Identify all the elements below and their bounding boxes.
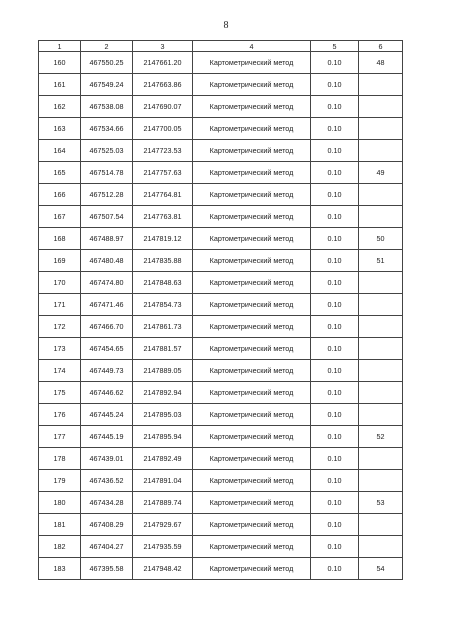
cell-y-coordinate: 2147861.73 [133, 316, 193, 338]
cell-y-coordinate: 2147935.59 [133, 536, 193, 558]
cell-method: Картометрический метод [193, 404, 311, 426]
cell-point-number: 163 [39, 118, 81, 140]
cell-accuracy: 0.10 [311, 470, 359, 492]
cell-accuracy: 0.10 [311, 140, 359, 162]
cell-x-coordinate: 467507.54 [81, 206, 133, 228]
cell-reference [359, 184, 403, 206]
column-header-accuracy: 5 [311, 41, 359, 52]
cell-reference: 50 [359, 228, 403, 250]
cell-method: Картометрический метод [193, 118, 311, 140]
cell-accuracy: 0.10 [311, 558, 359, 580]
cell-accuracy: 0.10 [311, 294, 359, 316]
column-header-point-number: 1 [39, 41, 81, 52]
cell-x-coordinate: 467439.01 [81, 448, 133, 470]
cell-point-number: 171 [39, 294, 81, 316]
cell-point-number: 179 [39, 470, 81, 492]
table-row [39, 96, 403, 118]
cell-accuracy: 0.10 [311, 338, 359, 360]
cell-y-coordinate: 2147819.12 [133, 228, 193, 250]
table-row [39, 514, 403, 536]
cell-point-number: 178 [39, 448, 81, 470]
cell-accuracy: 0.10 [311, 426, 359, 448]
cell-accuracy: 0.10 [311, 404, 359, 426]
cell-reference [359, 206, 403, 228]
cell-y-coordinate: 2147929.67 [133, 514, 193, 536]
cell-x-coordinate: 467474.80 [81, 272, 133, 294]
cell-x-coordinate: 467445.19 [81, 426, 133, 448]
cell-accuracy: 0.10 [311, 382, 359, 404]
coordinates-table [38, 40, 403, 580]
cell-method: Картометрический метод [193, 52, 311, 74]
table-row [39, 294, 403, 316]
cell-x-coordinate: 467471.46 [81, 294, 133, 316]
cell-point-number: 176 [39, 404, 81, 426]
cell-y-coordinate: 2147690.07 [133, 96, 193, 118]
cell-point-number: 170 [39, 272, 81, 294]
cell-accuracy: 0.10 [311, 162, 359, 184]
cell-x-coordinate: 467534.66 [81, 118, 133, 140]
cell-point-number: 173 [39, 338, 81, 360]
cell-x-coordinate: 467512.28 [81, 184, 133, 206]
table-row [39, 316, 403, 338]
cell-y-coordinate: 2147661.20 [133, 52, 193, 74]
cell-point-number: 161 [39, 74, 81, 96]
cell-accuracy: 0.10 [311, 118, 359, 140]
column-header-method: 4 [193, 41, 311, 52]
cell-y-coordinate: 2147854.73 [133, 294, 193, 316]
cell-x-coordinate: 467395.58 [81, 558, 133, 580]
cell-point-number: 162 [39, 96, 81, 118]
cell-x-coordinate: 467488.97 [81, 228, 133, 250]
cell-reference [359, 140, 403, 162]
cell-accuracy: 0.10 [311, 448, 359, 470]
cell-method: Картометрический метод [193, 470, 311, 492]
cell-method: Картометрический метод [193, 206, 311, 228]
page-number: 8 [223, 20, 229, 31]
cell-accuracy: 0.10 [311, 360, 359, 382]
cell-accuracy: 0.10 [311, 316, 359, 338]
table-row [39, 404, 403, 426]
column-header-y: 3 [133, 41, 193, 52]
cell-reference [359, 294, 403, 316]
table-row [39, 492, 403, 514]
cell-reference: 49 [359, 162, 403, 184]
cell-reference [359, 514, 403, 536]
cell-reference [359, 316, 403, 338]
cell-x-coordinate: 467525.03 [81, 140, 133, 162]
table-row [39, 206, 403, 228]
table-row [39, 250, 403, 272]
cell-y-coordinate: 2147895.94 [133, 426, 193, 448]
cell-x-coordinate: 467408.29 [81, 514, 133, 536]
cell-point-number: 169 [39, 250, 81, 272]
cell-x-coordinate: 467404.27 [81, 536, 133, 558]
cell-accuracy: 0.10 [311, 272, 359, 294]
cell-reference [359, 536, 403, 558]
table-row [39, 74, 403, 96]
table-row [39, 470, 403, 492]
cell-y-coordinate: 2147891.04 [133, 470, 193, 492]
table-row [39, 360, 403, 382]
cell-reference [359, 96, 403, 118]
cell-x-coordinate: 467454.65 [81, 338, 133, 360]
cell-x-coordinate: 467445.24 [81, 404, 133, 426]
cell-reference: 52 [359, 426, 403, 448]
cell-y-coordinate: 2147764.81 [133, 184, 193, 206]
cell-point-number: 172 [39, 316, 81, 338]
cell-point-number: 177 [39, 426, 81, 448]
cell-method: Картометрический метод [193, 316, 311, 338]
cell-point-number: 164 [39, 140, 81, 162]
cell-x-coordinate: 467550.25 [81, 52, 133, 74]
cell-method: Картометрический метод [193, 140, 311, 162]
cell-method: Картометрический метод [193, 382, 311, 404]
cell-accuracy: 0.10 [311, 206, 359, 228]
cell-method: Картометрический метод [193, 74, 311, 96]
cell-y-coordinate: 2147895.03 [133, 404, 193, 426]
cell-method: Картометрический метод [193, 448, 311, 470]
cell-reference [359, 338, 403, 360]
cell-point-number: 168 [39, 228, 81, 250]
cell-point-number: 181 [39, 514, 81, 536]
cell-point-number: 166 [39, 184, 81, 206]
table-row [39, 558, 403, 580]
cell-reference [359, 448, 403, 470]
cell-x-coordinate: 467466.70 [81, 316, 133, 338]
cell-method: Картометрический метод [193, 492, 311, 514]
header-row [39, 41, 403, 52]
table-row [39, 118, 403, 140]
cell-method: Картометрический метод [193, 558, 311, 580]
cell-y-coordinate: 2147763.81 [133, 206, 193, 228]
cell-y-coordinate: 2147835.88 [133, 250, 193, 272]
table-body [39, 52, 403, 580]
cell-reference: 54 [359, 558, 403, 580]
cell-method: Картометрический метод [193, 250, 311, 272]
table-row [39, 140, 403, 162]
cell-y-coordinate: 2147948.42 [133, 558, 193, 580]
cell-x-coordinate: 467434.28 [81, 492, 133, 514]
cell-y-coordinate: 2147889.74 [133, 492, 193, 514]
cell-reference [359, 470, 403, 492]
cell-x-coordinate: 467480.48 [81, 250, 133, 272]
cell-y-coordinate: 2147892.94 [133, 382, 193, 404]
cell-point-number: 167 [39, 206, 81, 228]
table-row [39, 382, 403, 404]
cell-method: Картометрический метод [193, 96, 311, 118]
cell-reference [359, 272, 403, 294]
cell-accuracy: 0.10 [311, 184, 359, 206]
cell-method: Картометрический метод [193, 536, 311, 558]
cell-point-number: 180 [39, 492, 81, 514]
cell-point-number: 160 [39, 52, 81, 74]
table-row [39, 338, 403, 360]
cell-method: Картометрический метод [193, 272, 311, 294]
cell-method: Картометрический метод [193, 338, 311, 360]
cell-y-coordinate: 2147723.53 [133, 140, 193, 162]
cell-reference: 48 [359, 52, 403, 74]
cell-x-coordinate: 467538.08 [81, 96, 133, 118]
table-row [39, 536, 403, 558]
column-header-x: 2 [81, 41, 133, 52]
table-row [39, 184, 403, 206]
cell-y-coordinate: 2147892.49 [133, 448, 193, 470]
table-row [39, 272, 403, 294]
cell-method: Картометрический метод [193, 162, 311, 184]
cell-y-coordinate: 2147881.57 [133, 338, 193, 360]
column-header-reference: 6 [359, 41, 403, 52]
cell-method: Картометрический метод [193, 228, 311, 250]
cell-reference [359, 404, 403, 426]
cell-y-coordinate: 2147757.63 [133, 162, 193, 184]
cell-y-coordinate: 2147848.63 [133, 272, 193, 294]
cell-accuracy: 0.10 [311, 250, 359, 272]
cell-accuracy: 0.10 [311, 228, 359, 250]
cell-accuracy: 0.10 [311, 52, 359, 74]
table-row [39, 52, 403, 74]
cell-x-coordinate: 467436.52 [81, 470, 133, 492]
cell-point-number: 174 [39, 360, 81, 382]
cell-method: Картометрический метод [193, 184, 311, 206]
table-row [39, 162, 403, 184]
cell-point-number: 165 [39, 162, 81, 184]
table-header [39, 41, 403, 52]
table-row [39, 448, 403, 470]
cell-accuracy: 0.10 [311, 96, 359, 118]
cell-method: Картометрический метод [193, 360, 311, 382]
cell-method: Картометрический метод [193, 514, 311, 536]
cell-x-coordinate: 467549.24 [81, 74, 133, 96]
cell-point-number: 183 [39, 558, 81, 580]
cell-reference: 53 [359, 492, 403, 514]
cell-accuracy: 0.10 [311, 536, 359, 558]
cell-method: Картометрический метод [193, 294, 311, 316]
cell-accuracy: 0.10 [311, 74, 359, 96]
cell-y-coordinate: 2147700.05 [133, 118, 193, 140]
cell-reference [359, 118, 403, 140]
cell-point-number: 182 [39, 536, 81, 558]
cell-method: Картометрический метод [193, 426, 311, 448]
table-row [39, 426, 403, 448]
cell-reference [359, 382, 403, 404]
cell-accuracy: 0.10 [311, 492, 359, 514]
table-row [39, 228, 403, 250]
cell-x-coordinate: 467449.73 [81, 360, 133, 382]
cell-reference [359, 360, 403, 382]
cell-point-number: 175 [39, 382, 81, 404]
cell-x-coordinate: 467446.62 [81, 382, 133, 404]
cell-reference: 51 [359, 250, 403, 272]
cell-x-coordinate: 467514.78 [81, 162, 133, 184]
cell-reference [359, 74, 403, 96]
cell-y-coordinate: 2147663.86 [133, 74, 193, 96]
cell-y-coordinate: 2147889.05 [133, 360, 193, 382]
cell-accuracy: 0.10 [311, 514, 359, 536]
